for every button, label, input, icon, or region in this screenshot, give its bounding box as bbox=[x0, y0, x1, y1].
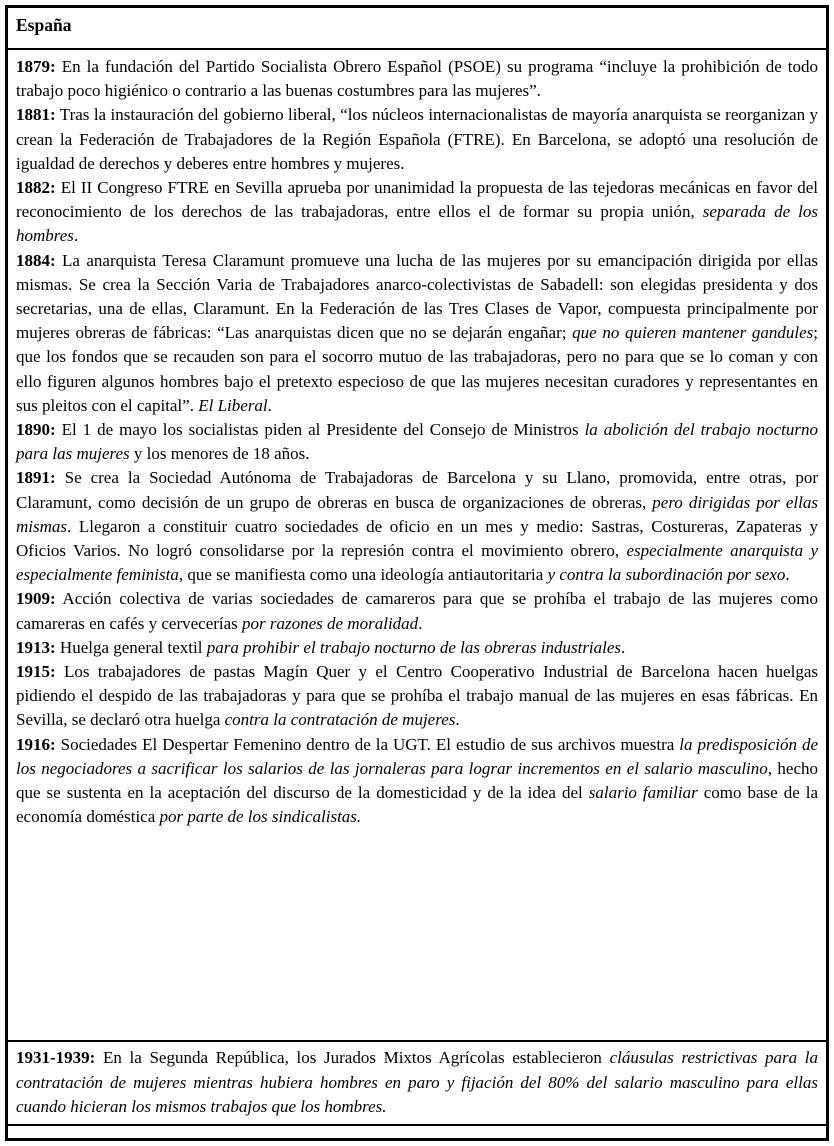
entry-text: que se manifiesta como una ideología antiautoritaria bbox=[183, 565, 548, 585]
entry-text: , hecho que se sustenta en la aceptación del discurso de la domesticidad y de la idea del bbox=[16, 758, 818, 803]
timeline-entry bbox=[16, 55, 818, 103]
entry-text-italic: El Liberal bbox=[198, 395, 268, 415]
entry-year: 1882: bbox=[16, 178, 56, 198]
entry-year: 1890: bbox=[16, 420, 56, 440]
entry-text-italic: para prohibir el trabajo nocturno de las obreras industriales bbox=[206, 637, 622, 657]
entry-text-italic: pero dirigidas por ellas mismas bbox=[16, 492, 818, 536]
entry-text-italic: por parte de los sindicalistas. bbox=[159, 807, 362, 827]
entry-text: Se crea la Sociedad Autónoma de Trabajadoras de Barcelona y su Llano, promovida, entre otras, por Claramunt, como decisión de un grupo de obreras en busca de organizaciones de obreras, bbox=[16, 468, 818, 512]
entry-year: 1931-1939: bbox=[16, 1048, 96, 1068]
entry-year: 1879: bbox=[16, 57, 56, 76]
timeline-entry bbox=[16, 176, 818, 249]
timeline-entry bbox=[16, 103, 818, 176]
timeline-entry bbox=[16, 587, 818, 635]
entry-text: El 1 de mayo los socialistas piden al Presidente del Consejo de Ministros bbox=[55, 420, 585, 440]
entry-year: 1915: bbox=[16, 662, 56, 682]
entry-text-italic: que no quieren mantener gandules bbox=[572, 323, 814, 343]
entry-text: . bbox=[73, 226, 79, 246]
entry-text: En la fundación del Partido Socialista Obrero Español (PSOE) su programa “incluye la prohibición de todo trabajo poco higiénico o contrario a las buenas costumbres para las mujeres”. bbox=[16, 57, 818, 101]
entry-year: 1884: bbox=[16, 250, 56, 270]
entry-text-italic: especialmente anarquista y especialmente feminista, bbox=[16, 541, 818, 585]
timeline-entry bbox=[16, 733, 818, 830]
entry-text: Huelga general textil bbox=[55, 637, 207, 657]
entry-text-italic: la predisposición de los negociadores a sacrificar los salarios de las jornaleras para lograr incrementos en el salario masculino bbox=[16, 734, 818, 778]
entry-text: En la Segunda República, los Jurados Mixtos Agrícolas establecieron bbox=[95, 1048, 610, 1068]
entry-text: . bbox=[621, 637, 626, 657]
entry-year: 1913: bbox=[16, 637, 56, 657]
entry-text: Los trabajadores de pastas Magín Quer y el Centro Cooperativo Industrial de Barcelona hacen huelgas pidiendo el despido de las trabajadoras y para que se prohíba el trabajo manual de las mujeres en esas fábricas. En Sevilla, se declaró otra huelga bbox=[16, 662, 818, 730]
entry-text: ; que los fondos que se recauden son para el socorro mutuo de las trabajadoras, pero no para que se lo coman y con ello figuren algunos hombres bajo el pretexto especioso de que las mujeres necesitan curadores y representantes en sus pleitos con el capital”. bbox=[16, 323, 818, 415]
entry-text-italic: separada de los hombres bbox=[16, 202, 818, 246]
timeline-entry bbox=[16, 249, 818, 418]
timeline-entry bbox=[16, 636, 818, 660]
entry-text-italic: contra la contratación de mujeres bbox=[224, 710, 456, 730]
entry-text: como base de la economía doméstica bbox=[16, 783, 819, 827]
timeline-final-section bbox=[8, 1042, 826, 1126]
entry-year: 1916: bbox=[16, 734, 56, 754]
entry-year: 1881: bbox=[16, 105, 56, 125]
entry-text: . bbox=[455, 710, 460, 730]
entry-text: El II Congreso FTRE en Sevilla aprueba por unanimidad la propuesta de las tejedoras mecánicas en favor del reconocimiento de los derechos de las trabajadoras, entre ellos el de formar su propia unión, bbox=[16, 178, 818, 222]
entry-text-italic: por razones de moralidad bbox=[242, 613, 419, 633]
entry-text-italic: la abolición del trabajo nocturno para las mujeres bbox=[16, 420, 819, 464]
entry-text: . Llegaron a constituir cuatro sociedades de oficio en un mes y medio: Sastras, Costureras, Zapateras y Oficios Varios. No logró consolidarse por la represión contra el movimiento obrero, bbox=[16, 516, 818, 561]
entry-text: y los menores de 18 años. bbox=[129, 444, 310, 464]
timeline-main-section bbox=[8, 50, 826, 1042]
entry-text: . bbox=[267, 395, 272, 415]
entry-text: . bbox=[418, 613, 423, 633]
entry-text: Tras la instauración del gobierno liberal, “los núcleos internacionalistas de mayoría anarquista se reorganizan y crean la Federación de Trabajadores de la Región Española (FTRE). En Barcelona, se adoptó una resolución de igualdad de derechos y deberes entre hombres y mujeres. bbox=[16, 105, 818, 173]
timeline-table bbox=[5, 5, 829, 1141]
table-header-row bbox=[8, 8, 826, 50]
entry-text-italic: salario familiar bbox=[588, 783, 698, 803]
timeline-entry bbox=[16, 1046, 818, 1119]
table-footer-row bbox=[8, 1126, 826, 1138]
timeline-entry bbox=[16, 418, 818, 466]
entry-text-italic: y contra la subordinación por sexo bbox=[547, 565, 786, 585]
entry-text: . bbox=[785, 565, 790, 585]
timeline-entry bbox=[16, 466, 818, 587]
country-heading: España bbox=[16, 15, 72, 35]
entry-text: Acción colectiva de varias sociedades de camareros para que se prohíba el trabajo de las mujeres como camareras en cafés y cervecerías bbox=[16, 589, 818, 633]
entry-year: 1909: bbox=[16, 589, 56, 609]
entry-text: La anarquista Teresa Claramunt promueve una lucha de las mujeres por su emancipación dirigida por ellas mismas. Se crea la Sección Varia de Trabajadores anarco-colectivistas de Sabadell: son elegidas presidenta y dos secretarias, una de ellas, Claramunt. En la Federación de las Tres Clases de Vapor, compuesta principalmente por mujeres obreras de fábricas: “Las anarquistas dicen que no se dejarán engañar; bbox=[16, 250, 818, 343]
entry-text-italic: cláusulas restrictivas para la contratación de mujeres mientras hubiera hombres en paro y fijación del 80% del salario masculino para ellas cuando hicieran los mismos trabajos que los hombres. bbox=[16, 1048, 818, 1116]
entry-text: Sociedades El Despertar Femenino dentro de la UGT. El estudio de sus archivos muestra bbox=[55, 734, 680, 754]
entry-year: 1891: bbox=[16, 468, 56, 488]
timeline-entry bbox=[16, 660, 818, 733]
